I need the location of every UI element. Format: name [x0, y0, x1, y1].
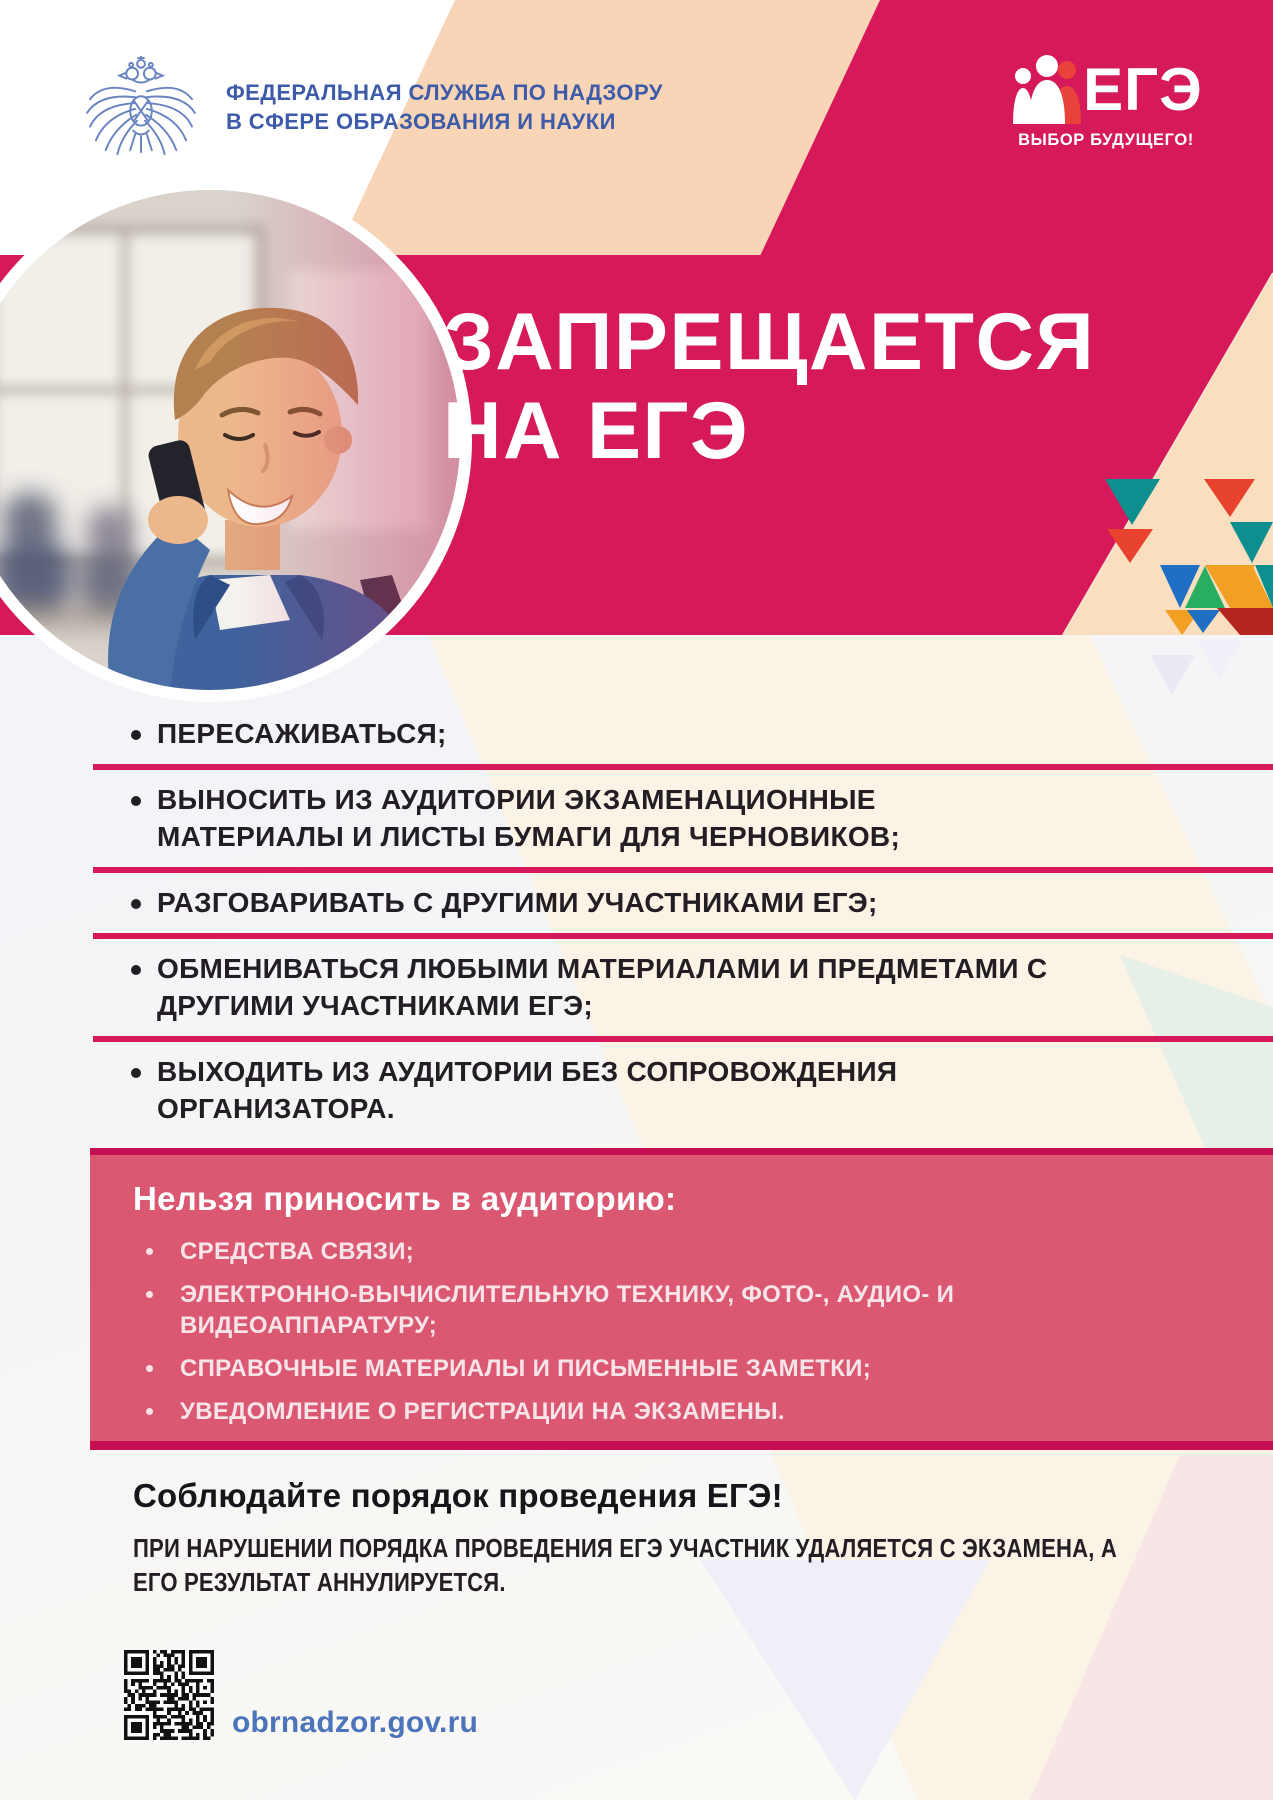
not-bring-list	[133, 1230, 1243, 1433]
not-bring-heading: Нельзя приносить в аудиторию:	[133, 1180, 677, 1217]
prohibited-list-item	[93, 939, 1273, 1042]
ege-logo-text: ЕГЭ	[1083, 55, 1203, 123]
prohibited-list-item	[93, 770, 1273, 873]
prohibited-list-item	[93, 704, 1273, 770]
prohibited-list	[93, 704, 1273, 1139]
prohibited-item-text: ОБМЕНИВАТЬСЯ ЛЮБЫМИ МАТЕРИАЛАМИ И ПРЕДМЕТАМИ С ДРУГИМИ УЧАСТНИКАМИ ЕГЭ;	[157, 953, 1048, 1021]
not-bring-item-text: ЭЛЕКТРОННО-ВЫЧИСЛИТЕЛЬНУЮ ТЕХНИКУ, ФОТО-, АУДИО- И ВИДЕОАППАРАТУРУ;	[180, 1281, 955, 1339]
not-bring-list-item	[133, 1273, 1243, 1347]
prohibited-list-item	[93, 1042, 1273, 1139]
not-bring-list-item	[133, 1347, 1243, 1390]
page-title-line1: ЗАПРЕЩАЕТСЯ	[443, 297, 1096, 387]
not-bring-item-text: УВЕДОМЛЕНИЕ О РЕГИСТРАЦИИ НА ЭКЗАМЕНЫ.	[180, 1398, 785, 1425]
prohibited-item-text: ПЕРЕСАЖИВАТЬСЯ;	[157, 718, 447, 749]
not-bring-list-item	[133, 1230, 1243, 1273]
page-title-line2: НА ЕГЭ	[443, 386, 750, 476]
prohibited-item-text: ВЫНОСИТЬ ИЗ АУДИТОРИИ ЭКЗАМЕНАЦИОННЫЕ МАТЕРИАЛЫ И ЛИСТЫ БУМАГИ ДЛЯ ЧЕРНОВИКОВ;	[157, 784, 901, 852]
not-bring-item-text: СПРАВОЧНЫЕ МАТЕРИАЛЫ И ПИСЬМЕННЫЕ ЗАМЕТКИ;	[180, 1355, 872, 1382]
qr-code	[124, 1650, 214, 1740]
not-bring-panel	[90, 1148, 1273, 1450]
website-link[interactable]: obrnadzor.gov.ru	[232, 1706, 478, 1739]
ege-people-icon	[1009, 50, 1083, 129]
prohibited-item-text: РАЗГОВАРИВАТЬ С ДРУГИМИ УЧАСТНИКАМИ ЕГЭ;	[157, 887, 878, 918]
prohibited-list-item	[93, 873, 1273, 939]
gov-header	[82, 56, 663, 163]
footer	[133, 1477, 1213, 1599]
not-bring-list-item	[133, 1390, 1243, 1433]
agency-name-line2: В СФЕРЕ ОБРАЗОВАНИЯ И НАУКИ	[226, 109, 616, 134]
ege-tagline: ВЫБОР БУДУЩЕГО!	[1018, 131, 1194, 149]
agency-name	[226, 56, 663, 136]
footer-heading: Соблюдайте порядок проведения ЕГЭ!	[133, 1477, 783, 1514]
prohibited-item-text: ВЫХОДИТЬ ИЗ АУДИТОРИИ БЕЗ СОПРОВОЖДЕНИЯ ОРГАНИЗАТОРА.	[157, 1056, 898, 1124]
agency-name-line1: ФЕДЕРАЛЬНАЯ СЛУЖБА ПО НАДЗОРУ	[226, 80, 663, 105]
student-on-phone-illustration	[0, 190, 460, 690]
rosobrnadzor-emblem-icon	[82, 56, 200, 163]
ege-logo	[1004, 50, 1208, 150]
footer-warning: ПРИ НАРУШЕНИИ ПОРЯДКА ПРОВЕДЕНИЯ ЕГЭ УЧАСТНИК УДАЛЯЕТСЯ С ЭКЗАМЕНА, А ЕГО РЕЗУЛЬТАТ АННУЛИРУЕТСЯ.	[133, 1533, 1118, 1597]
page-title	[443, 298, 1095, 476]
not-bring-item-text: СРЕДСТВА СВЯЗИ;	[180, 1238, 415, 1265]
